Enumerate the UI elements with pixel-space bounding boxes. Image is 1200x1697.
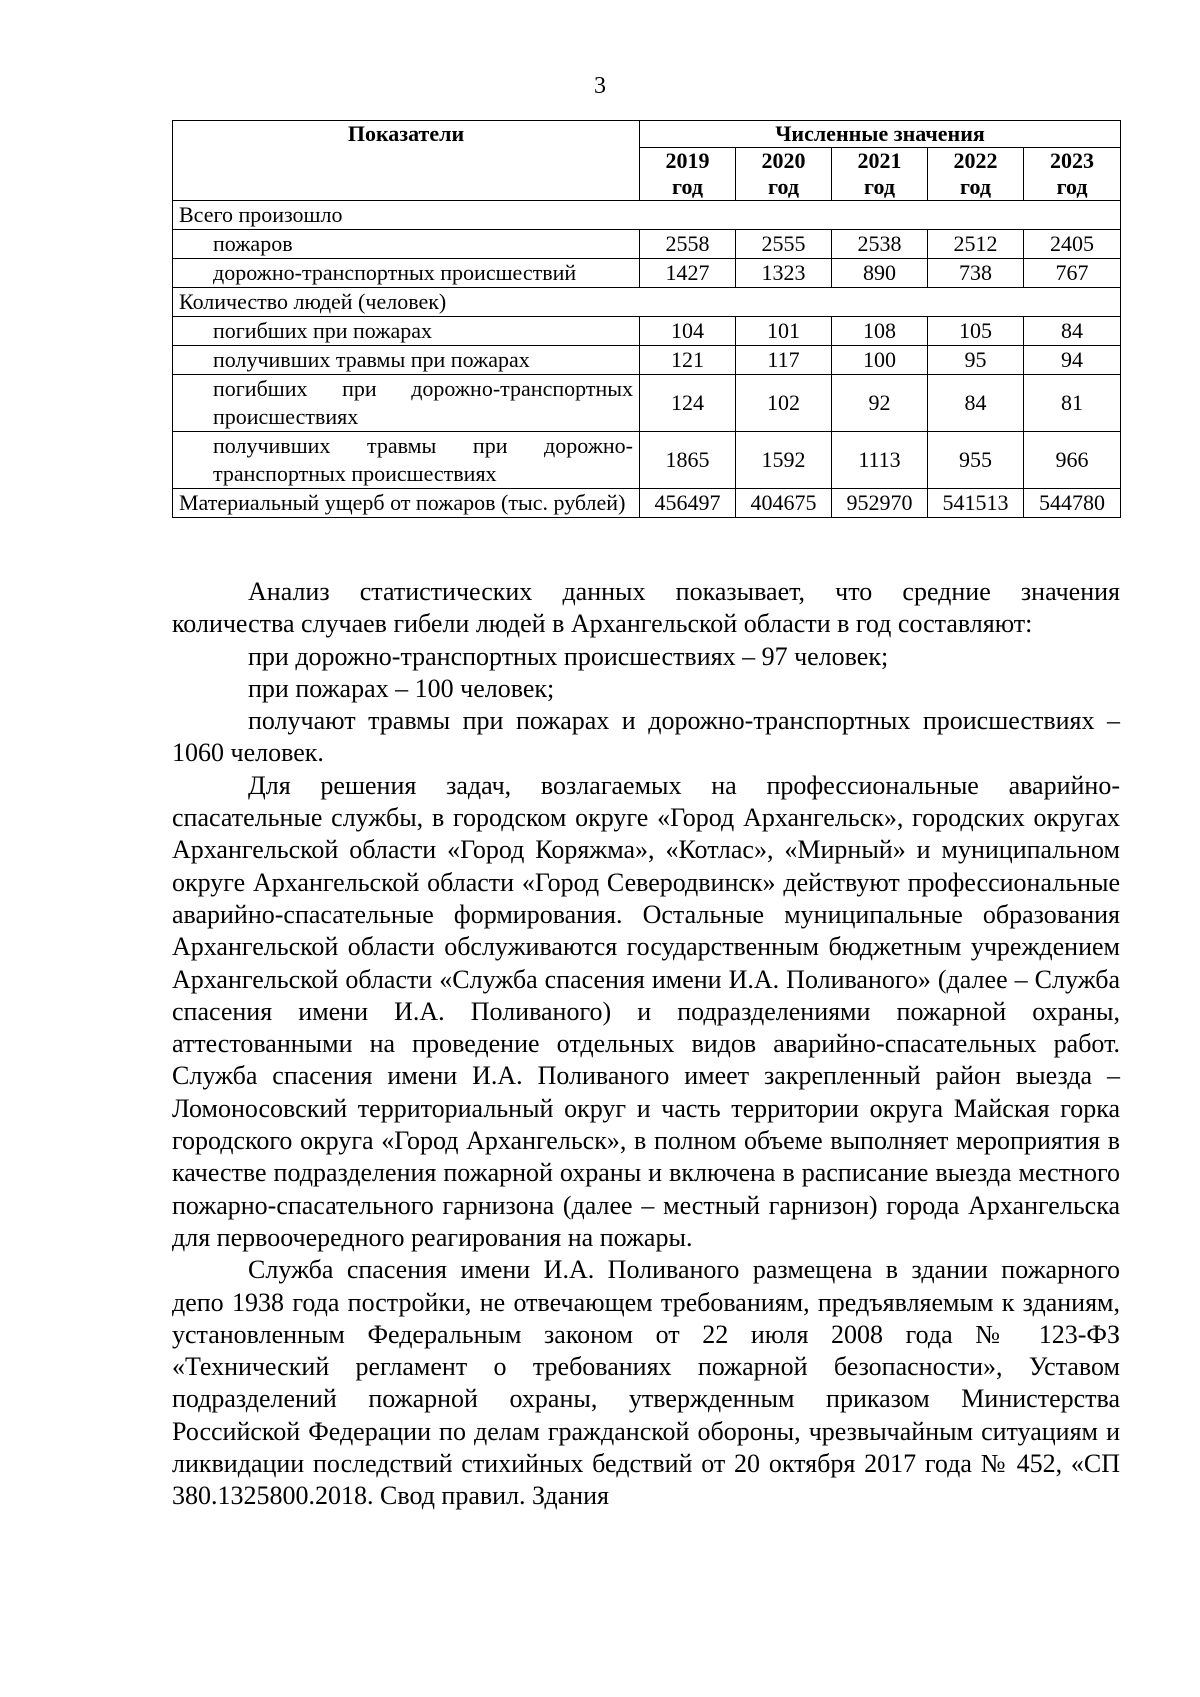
cell-value: 81 [1024,375,1121,432]
row-label: получивших травмы при пожарах [173,346,640,375]
cell-value: 121 [640,346,736,375]
cell-value: 966 [1024,432,1121,489]
cell-value: 1323 [736,259,832,288]
cell-value: 890 [832,259,928,288]
row-label: погибших при дорожно-транспортных происшествиях [173,375,640,432]
cell-value: 1592 [736,432,832,489]
cell-value: 2538 [832,230,928,259]
header-indicators: Показатели [173,121,640,201]
cell-value: 105 [928,317,1024,346]
table-row [173,230,1121,259]
table-row [173,432,1121,489]
cell-value: 117 [736,346,832,375]
year-header: 2021 год [832,148,928,201]
cell-value: 544780 [1024,489,1121,518]
cell-value: 92 [832,375,928,432]
header-values: Численные значения [640,121,1121,148]
row-label: пожаров [173,230,640,259]
cell-value: 100 [832,346,928,375]
group-people-label: Количество людей (человек) [173,288,1121,317]
paragraph: количества случаев гибели людей в Архангельской области в год составляют: [172,609,1033,639]
table-row [173,375,1121,432]
cell-value: 104 [640,317,736,346]
cell-value: 955 [928,432,1024,489]
cell-value: 404675 [736,489,832,518]
table-header-row [173,121,1121,148]
group-total-label: Всего произошло [173,201,1121,230]
row-label: получивших травмы при дорожно-транспортных происшествиях [173,432,640,489]
cell-value: 952970 [832,489,928,518]
cell-value: 1427 [640,259,736,288]
cell-value: 84 [928,375,1024,432]
cell-value: 541513 [928,489,1024,518]
cell-value: 1865 [640,432,736,489]
table-group-row [173,288,1121,317]
row-label: дорожно-транспортных происшествий [173,259,640,288]
cell-value: 2405 [1024,230,1121,259]
paragraph: получают травмы при пожарах и дорожно-транспортных происшествиях – 1060 человек. [172,706,1120,768]
statistics-table [172,120,1121,518]
cell-value: 767 [1024,259,1121,288]
row-label-damage: Материальный ущерб от пожаров (тыс. рублей) [173,489,640,518]
paragraph: Для решения задач, возлагаемых на профессиональные аварийно-спасательные службы, в городском округе «Город Архангельск», городских округах Архангельской области «Город Коряжма», «Котлас», «Мирный» и муниципальном округе Архангельской области «Город Северодвинск» действуют профессиональные аварийно-спасательные формирования. Остальные муниципальные образования Архангельской области обслуживаются государственным бюджетным учреждением Архангельской области «Служба спасения имени И.А. Поливаного» (далее – Служба спасения имени И.А. Поливаного) и подразделениями пожарной охраны, аттестованными на проведение отдельных видов аварийно-спасательных работ. Служба спасения имени И.А. Поливаного имеет закрепленный район выезда – Ломоносовский территориальный округ и часть территории округа Майская горка городского округа «Город Архангельск», в полном объеме выполняет мероприятия в качестве подразделения пожарной охраны и включена в расписание выезда местного пожарно-спасательного гарнизона (далее – местный гарнизон) города Архангельска для первоочередного реагирования на пожары. [172,770,1120,1252]
paragraph: при дорожно-транспортных происшествиях – 97 человек; [248,641,889,671]
cell-value: 101 [736,317,832,346]
paragraph: Анализ статистических данных показывает, что средние значения [248,577,1120,606]
cell-value: 2558 [640,230,736,259]
table-row [173,489,1121,518]
paragraph: при пожарах – 100 человек; [248,673,555,703]
cell-value: 102 [736,375,832,432]
page-number: 3 [594,73,606,99]
cell-value: 2512 [928,230,1024,259]
year-header: 2019 год [640,148,736,201]
year-header: 2022 год [928,148,1024,201]
row-label: погибших при пожарах [173,317,640,346]
table-row [173,259,1121,288]
cell-value: 124 [640,375,736,432]
table-row [173,317,1121,346]
cell-value: 738 [928,259,1024,288]
cell-value: 2555 [736,230,832,259]
cell-value: 456497 [640,489,736,518]
cell-value: 108 [832,317,928,346]
cell-value: 84 [1024,317,1121,346]
table-group-row [173,201,1121,230]
table-row [173,346,1121,375]
cell-value: 94 [1024,346,1121,375]
paragraph: Служба спасения имени И.А. Поливаного размещена в здании пожарного депо 1938 года постройки, не отвечающем требованиям, предъявляемым к зданиям, установленным Федеральным законом от 22 июля 2008 года № 123-ФЗ «Технический регламент о требованиях пожарной безопасности», Уставом подразделений пожарной охраны, утвержденным приказом Министерства Российской Федерации по делам гражданской обороны, чрезвычайным ситуациям и ликвидации последствий стихийных бедствий от 20 октября 2017 года № 452, «СП 380.1325800.2018. Свод правил. Здания [172,1255,1120,1511]
document-body [172,576,1120,1513]
cell-value: 95 [928,346,1024,375]
year-header: 2023 год [1024,148,1121,201]
year-header: 2020 год [736,148,832,201]
cell-value: 1113 [832,432,928,489]
